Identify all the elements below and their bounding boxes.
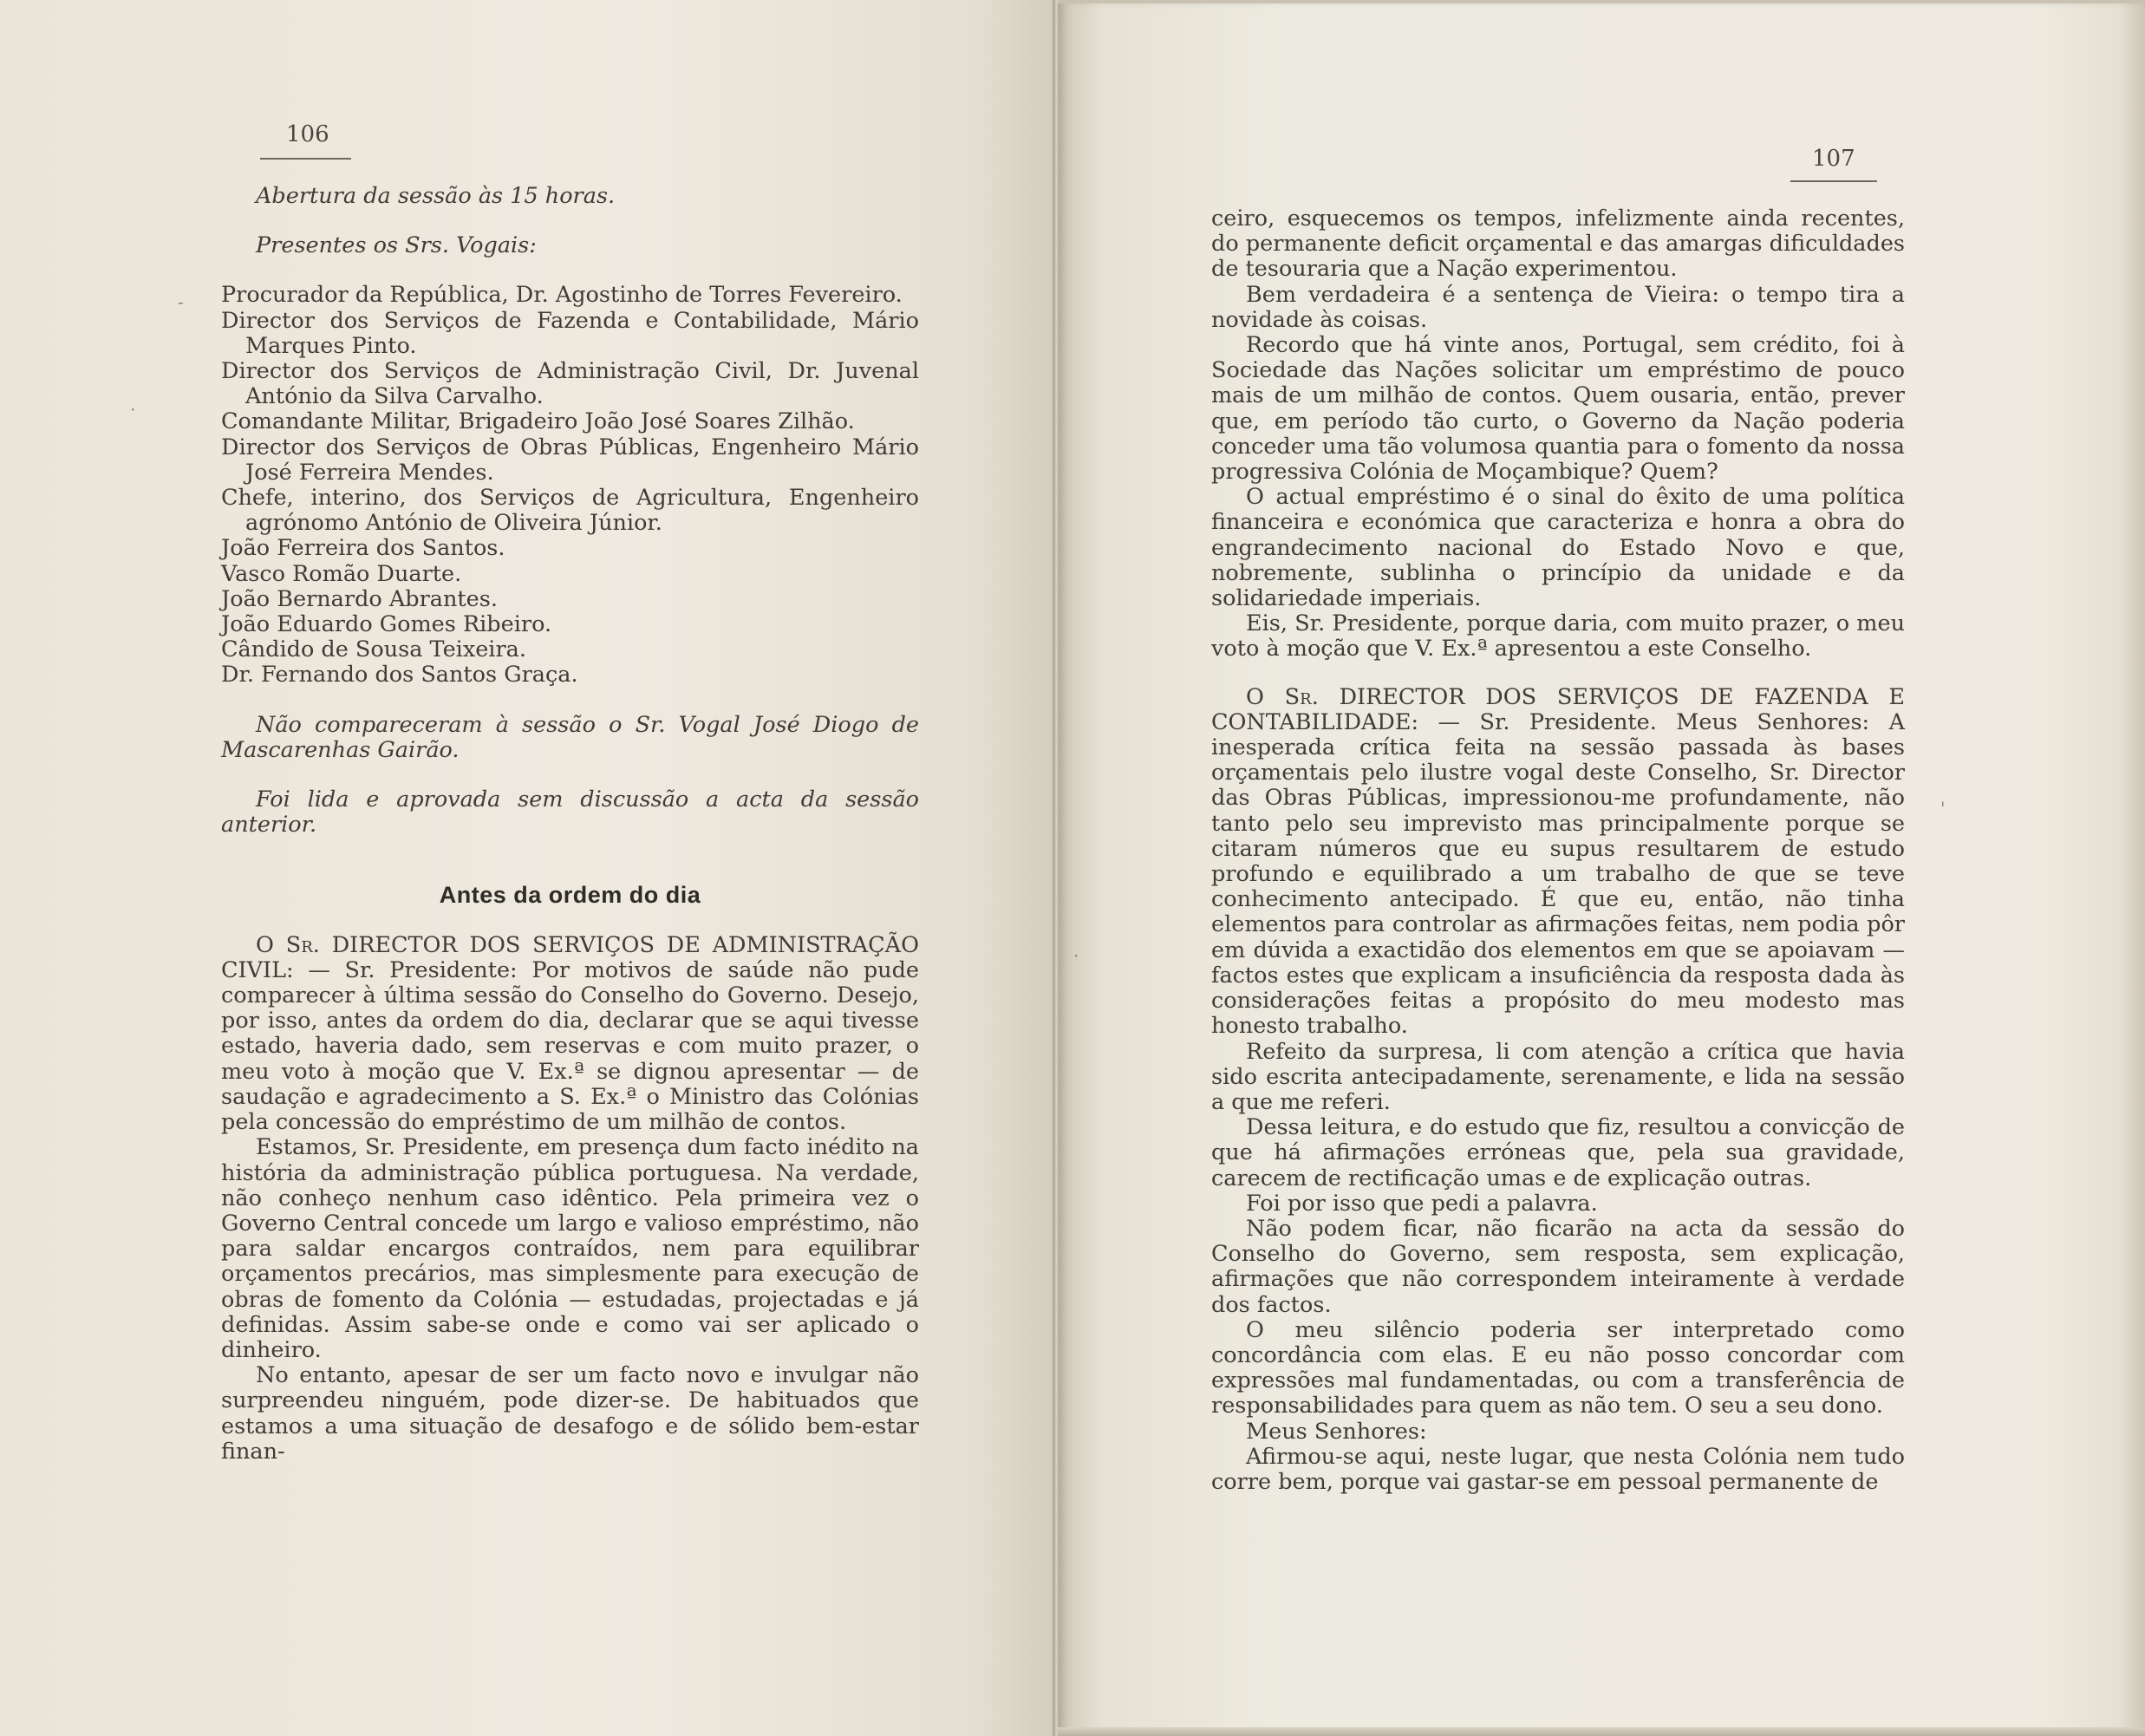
speech-paragraph bbox=[1211, 685, 1905, 1040]
left-text-column bbox=[221, 184, 919, 1465]
speech-paragraph: O meu silêncio poderia ser interpretado como concordância com elas. E eu não posso concordar com expressões mal fundamentadas, ou com a transferência de responsabilidades para quem as não tem. O seu a seu dono. bbox=[1211, 1316, 1905, 1419]
right-header-rule bbox=[1790, 180, 1877, 182]
attendees-list bbox=[221, 283, 919, 688]
attendee-item: Director dos Serviços de Administração Civil, Dr. Juvenal António da Silva Carvalho. bbox=[221, 358, 919, 410]
page-bottom-edge bbox=[1058, 1727, 2145, 1736]
attendee-item: João Ferreira dos Santos. bbox=[221, 535, 505, 562]
speech-paragraph: Foi por isso que pedi a palavra. bbox=[1246, 1190, 1598, 1217]
right-text-column bbox=[1211, 206, 1905, 1495]
page-top-edge bbox=[1058, 0, 2145, 3]
speech-paragraph: Estamos, Sr. Presidente, em presença dum facto inédito na história da administração pública portuguesa. Na verdade, não conheço nenhum caso idêntico. Pela primeira vez o Governo Central concede um largo e valioso empréstimo, não para saldar encargos contraídos, nem para equilibrar orçamentos precários, mas simplesmente para execução de obras de fomento da Colónia — estudadas, projectadas e já definidas. Assim sabe-se onde e como vai ser aplicado o dinheiro. bbox=[221, 1134, 919, 1363]
gutter-mark: · bbox=[1073, 945, 1079, 966]
attendee-item: Vasco Romão Duarte. bbox=[221, 560, 462, 587]
attendee-item: Procurador da República, Dr. Agostinho de Torres Fevereiro. bbox=[221, 282, 903, 309]
attendee-item: Cândido de Sousa Teixeira. bbox=[221, 636, 526, 663]
margin-mark: ' bbox=[1940, 798, 1946, 819]
speech-text: — Sr. Presidente: Por motivos de saúde não pude comparecer à última sessão do Conselho do Governo. Desejo, por isso, antes da ordem do dia, declarar que se aqui tivesse estado, haveria dado, sem reservas e com muito prazer, o meu voto à moção que V. Ex.ª se dignou apresentar — de saudação e agradecimento a S. Ex.ª o Ministro das Colónias pela concessão do empréstimo de um milhão de contos. bbox=[221, 956, 920, 1136]
left-page-number: 106 bbox=[286, 121, 329, 147]
speech-paragraph: No entanto, apesar de ser um facto novo e invulgar não surpreendeu ninguém, pode dizer-se. De habituados que estamos a uma situação de desafogo e de sólido bem-estar finan- bbox=[221, 1362, 919, 1465]
attendee-item: Chefe, interino, dos Serviços de Agricultura, Engenheiro agrónomo António de Oliveira Júnior. bbox=[221, 485, 919, 537]
margin-mark: - bbox=[178, 291, 184, 312]
absent-note: Não compareceram à sessão o Sr. Vogal José Diogo de Mascarenhas Gairão. bbox=[221, 711, 919, 763]
speech-paragraph: Não podem ficar, não ficarão na acta da sessão do Conselho do Governo, sem resposta, sem explicação, afirmações que não correspondem inteiramente à verdade dos factos. bbox=[1211, 1215, 1905, 1318]
speech-paragraph: Meus Senhores: bbox=[1246, 1418, 1427, 1445]
speech-paragraph: O actual empréstimo é o sinal do êxito de uma política financeira e económica que caracteriza e honra a obra do engrandecimento nacional do Estado Novo e que, nobremente, sublinha o princípio da unidade e da solidariedade imperiais. bbox=[1211, 484, 1905, 612]
speaker-name: O Sr. DIRECTOR DOS SERVIÇOS DE FAZENDA E CONTABILIDADE: bbox=[1211, 683, 1905, 735]
section-heading: Antes da ordem do dia bbox=[439, 882, 701, 909]
speech-text: — Sr. Presidente. Meus Senhores: A inesperada crítica feita na sessão passada às bases orçamentais pelo ilustre vogal deste Conselho, Sr. Director das Obras Públicas, impressionou-me profundamente, não tanto pelo seu imprevisto mas principalmente porque se citaram números que eu supus resultarem de estudo profundo e equilibrado a um trabalho de que se teve conhecimento antecipado. É que eu, então, não tinha elementos para controlar as afirmações feitas, nem podia pôr em dúvida a exactidão dos elementos em que se apoiavam — factos estes que explicam a insuficiência da resposta dada às considerações feitas a propósito do meu modesto mas honesto trabalho. bbox=[1211, 708, 1906, 1040]
attendee-item: Comandante Militar, Brigadeiro João José Soares Zilhão. bbox=[221, 408, 855, 435]
speech-paragraph: Bem verdadeira é a sentença de Vieira: o tempo tira a novidade às coisas. bbox=[1211, 281, 1905, 333]
attendee-item: Dr. Fernando dos Santos Graça. bbox=[221, 662, 578, 689]
attendee-item: João Eduardo Gomes Ribeiro. bbox=[221, 611, 552, 638]
attendee-item: Director dos Serviços de Fazenda e Contabilidade, Mário Marques Pinto. bbox=[221, 307, 919, 359]
session-opening: Abertura da sessão às 15 horas. bbox=[256, 183, 616, 209]
right-page-number: 107 bbox=[1812, 146, 1855, 172]
speech-paragraph: Refeito da surpresa, li com atenção a crítica que havia sido escrita antecipadamente, serenamente, e lida na sessão a que me referi. bbox=[1211, 1038, 1905, 1115]
attendee-item: Director dos Serviços de Obras Públicas, Engenheiro Mário José Ferreira Mendes. bbox=[221, 434, 919, 486]
minutes-approval-note: Foi lida e aprovada sem discussão a acta da sessão anterior. bbox=[221, 786, 919, 839]
left-header-rule bbox=[260, 158, 351, 160]
speech-paragraph: Eis, Sr. Presidente, porque daria, com muito prazer, o meu voto à moção que V. Ex.ª apresentou a este Conselho. bbox=[1211, 610, 1905, 662]
speech-paragraph: ceiro, esquecemos os tempos, infelizmente ainda recentes, do permanente deficit orçamental e das amargas dificuldades de tesouraria que a Nação experimentou. bbox=[1211, 206, 1905, 283]
speech-paragraph: Afirmou-se aqui, neste lugar, que nesta Colónia nem tudo corre bem, porque vai gastar-se em pessoal permanente de bbox=[1211, 1443, 1905, 1495]
book-gutter bbox=[1053, 0, 1056, 1736]
attendees-label: Presentes os Srs. Vogais: bbox=[256, 232, 537, 259]
margin-mark: · bbox=[130, 399, 136, 420]
speaker-name: O Sr. DIRECTOR DOS SERVIÇOS DE ADMINISTRAÇÃO CIVIL: bbox=[221, 931, 919, 983]
speech-paragraph: Dessa leitura, e do estudo que fiz, resultou a convicção de que há afirmações erróneas que, pela sua gravidade, carecem de rectificação umas e de explicação outras. bbox=[1211, 1114, 1905, 1191]
speech-paragraph bbox=[221, 933, 919, 1136]
attendee-item: João Bernardo Abrantes. bbox=[221, 585, 498, 612]
speech-paragraph: Recordo que há vinte anos, Portugal, sem crédito, foi à Sociedade das Nações solicitar um empréstimo de pouco mais de um milhão de contos. Quem ousaria, então, prever que, em período tão curto, o Governo da Nação poderia conceder uma tão volumosa quantia para o fomento da nossa progressiva Colónia de Moçambique? Quem? bbox=[1211, 332, 1905, 486]
